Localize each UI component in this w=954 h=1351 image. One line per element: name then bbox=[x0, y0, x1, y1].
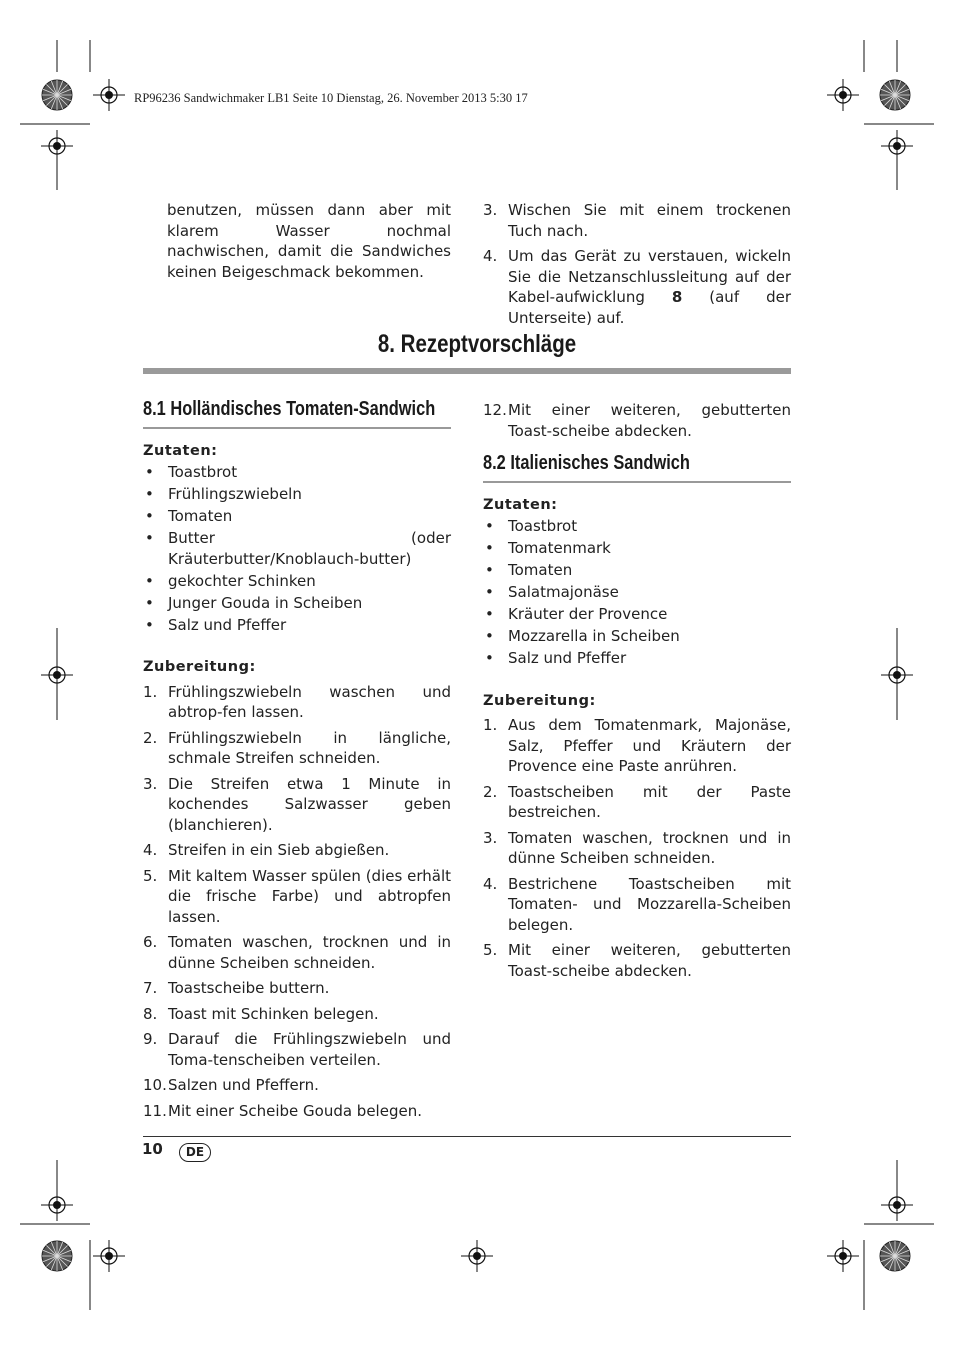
list-item bbox=[143, 840, 451, 861]
section-1 bbox=[143, 399, 451, 1121]
list-item: • gekochter Schinken bbox=[143, 571, 451, 592]
ingredients-list bbox=[143, 462, 451, 635]
list-item bbox=[483, 715, 791, 777]
steps-list bbox=[483, 715, 791, 981]
list-item bbox=[143, 932, 451, 973]
item-number: 1. bbox=[483, 716, 498, 734]
list-item: • Butter (oder Kräuterbutter/Knoblauch-butter) bbox=[143, 528, 451, 569]
list-item bbox=[143, 774, 451, 836]
item-text: Toast mit Schinken belegen. bbox=[168, 1004, 379, 1023]
list-item bbox=[483, 874, 791, 936]
item-number: 4. bbox=[143, 841, 158, 859]
item-text: Streifen in ein Sieb abgießen. bbox=[168, 841, 390, 859]
item-number: 3. bbox=[483, 828, 498, 847]
section-1-title: 8.1 Holländisches Tomaten-Sandwich bbox=[143, 398, 436, 420]
item-number: 8. bbox=[143, 1004, 158, 1023]
item-text: Wischen Sie mit einem trockenen Tuch nach. bbox=[508, 201, 791, 240]
section-2-rule bbox=[483, 481, 791, 483]
item-text: Darauf die Frühlingszwiebeln und Toma-tenscheiben verteilen. bbox=[168, 1030, 451, 1069]
list-item: • Junger Gouda in Scheiben bbox=[143, 593, 451, 614]
section-1-rule bbox=[143, 427, 451, 429]
list-item bbox=[143, 1075, 451, 1096]
item-text: Mit kaltem Wasser spülen (dies erhält die frische Farbe) und abtropfen lassen. bbox=[168, 866, 451, 926]
item-text: Aus dem Tomatenmark, Majonäse, Salz, Pfeffer und Kräutern der Provence eine Paste anrühren. bbox=[508, 716, 791, 775]
section-2-title: 8.2 Italienisches Sandwich bbox=[483, 452, 690, 474]
item-text: Salzen und Pfeffern. bbox=[168, 1076, 319, 1094]
ingredients-label: Zutaten: bbox=[483, 496, 558, 513]
print-slug: RP96236 Sandwichmaker LB1 Seite 10 Dienstag, 26. November 2013 5:30 17 bbox=[134, 91, 528, 105]
item-text: Frühlingszwiebeln in längliche, schmale Streifen schneiden. bbox=[168, 728, 451, 767]
list-item bbox=[143, 1101, 451, 1122]
item-text: Mit einer weiteren, gebutterten Toast-scheibe abdecken. bbox=[508, 401, 791, 440]
list-item bbox=[143, 1004, 451, 1025]
list-item: • Salz und Pfeffer bbox=[483, 648, 791, 669]
language-badge: DE bbox=[179, 1143, 211, 1162]
item-number: 6. bbox=[143, 933, 158, 951]
item-number: 2. bbox=[483, 782, 498, 801]
item-text: Frühlingszwiebeln waschen und abtrop-fen lassen. bbox=[168, 682, 451, 721]
item-text: Toastscheibe buttern. bbox=[168, 979, 330, 997]
list-item: • Toastbrot bbox=[483, 516, 791, 537]
item-number: 7. bbox=[143, 979, 158, 997]
list-item: • Kräuter der Provence bbox=[483, 604, 791, 625]
ingredients-label: Zutaten: bbox=[143, 442, 218, 459]
item-text: Bestrichene Toastscheiben mit Tomaten- und Mozzarella-Scheiben belegen. bbox=[508, 874, 791, 934]
list-item: • Tomatenmark bbox=[483, 538, 791, 559]
item-number: 5. bbox=[483, 941, 498, 959]
list-item bbox=[483, 782, 791, 823]
item-text: Tomaten waschen, trocknen und in dünne Scheiben schneiden. bbox=[508, 828, 791, 867]
item-text: Toastscheiben mit der Paste bestreichen. bbox=[508, 782, 791, 821]
page-number: 10 bbox=[142, 1140, 163, 1158]
list-item: • Frühlingszwiebeln bbox=[143, 484, 451, 505]
list-item bbox=[143, 978, 451, 999]
list-item bbox=[483, 246, 791, 328]
intro-right-list bbox=[483, 200, 791, 328]
list-item: • Toastbrot bbox=[143, 462, 451, 483]
item-text: Mit einer Scheibe Gouda belegen. bbox=[168, 1101, 422, 1120]
list-item bbox=[143, 682, 451, 723]
list-item bbox=[483, 400, 791, 441]
item-text: Um das Gerät zu verstauen, wickeln Sie die Netzanschlussleitung auf der Kabel-aufwicklung bbox=[508, 247, 791, 306]
ingredients-list bbox=[483, 516, 791, 669]
item-number: 9. bbox=[143, 1030, 158, 1048]
item-number: 4. bbox=[483, 247, 498, 265]
chapter-title-bar bbox=[143, 368, 791, 374]
item-number: 3. bbox=[143, 774, 158, 793]
list-item bbox=[143, 866, 451, 928]
list-item: • Tomaten bbox=[483, 560, 791, 581]
list-item: • Salatmajonäse bbox=[483, 582, 791, 603]
item-number: 10. bbox=[143, 1076, 167, 1094]
item-number: 4. bbox=[483, 874, 498, 893]
item-text: Tomaten waschen, trocknen und in dünne Scheiben schneiden. bbox=[168, 933, 451, 972]
item-text: Mit einer weiteren, gebutterten Toast-scheibe abdecken. bbox=[508, 941, 791, 980]
list-item: • Tomaten bbox=[143, 506, 451, 527]
list-item bbox=[483, 940, 791, 981]
list-item bbox=[143, 728, 451, 769]
list-item bbox=[483, 828, 791, 869]
preparation-label: Zubereitung: bbox=[143, 659, 256, 675]
list-item: • Mozzarella in Scheiben bbox=[483, 626, 791, 647]
section-2 bbox=[483, 453, 791, 981]
list-item: • Salz und Pfeffer bbox=[143, 615, 451, 636]
item-text: (auf der Unterseite) auf. bbox=[508, 288, 791, 327]
item-number: 11. bbox=[143, 1101, 167, 1120]
steps-list bbox=[143, 682, 451, 1122]
list-item bbox=[483, 200, 791, 241]
footer-rule bbox=[143, 1136, 791, 1137]
chapter-title: 8. Rezeptvorschläge bbox=[377, 330, 577, 358]
item-bold-ref: 8 bbox=[671, 288, 683, 306]
list-item bbox=[143, 1029, 451, 1070]
section-1-continued bbox=[483, 400, 791, 441]
item-number: 3. bbox=[483, 201, 498, 219]
item-number: 1. bbox=[143, 682, 158, 701]
item-text: Die Streifen etwa 1 Minute in kochendes Salzwasser geben (blanchieren). bbox=[168, 774, 451, 834]
item-number: 2. bbox=[143, 728, 158, 747]
item-number: 5. bbox=[143, 866, 158, 885]
item-number: 12. bbox=[483, 401, 507, 419]
intro-left-paragraph: benutzen, müssen dann aber mit klarem Wasser nochmal nachwischen, damit die Sandwiches keinen Beigeschmack bekommen. bbox=[167, 201, 451, 281]
preparation-label: Zubereitung: bbox=[483, 692, 596, 709]
